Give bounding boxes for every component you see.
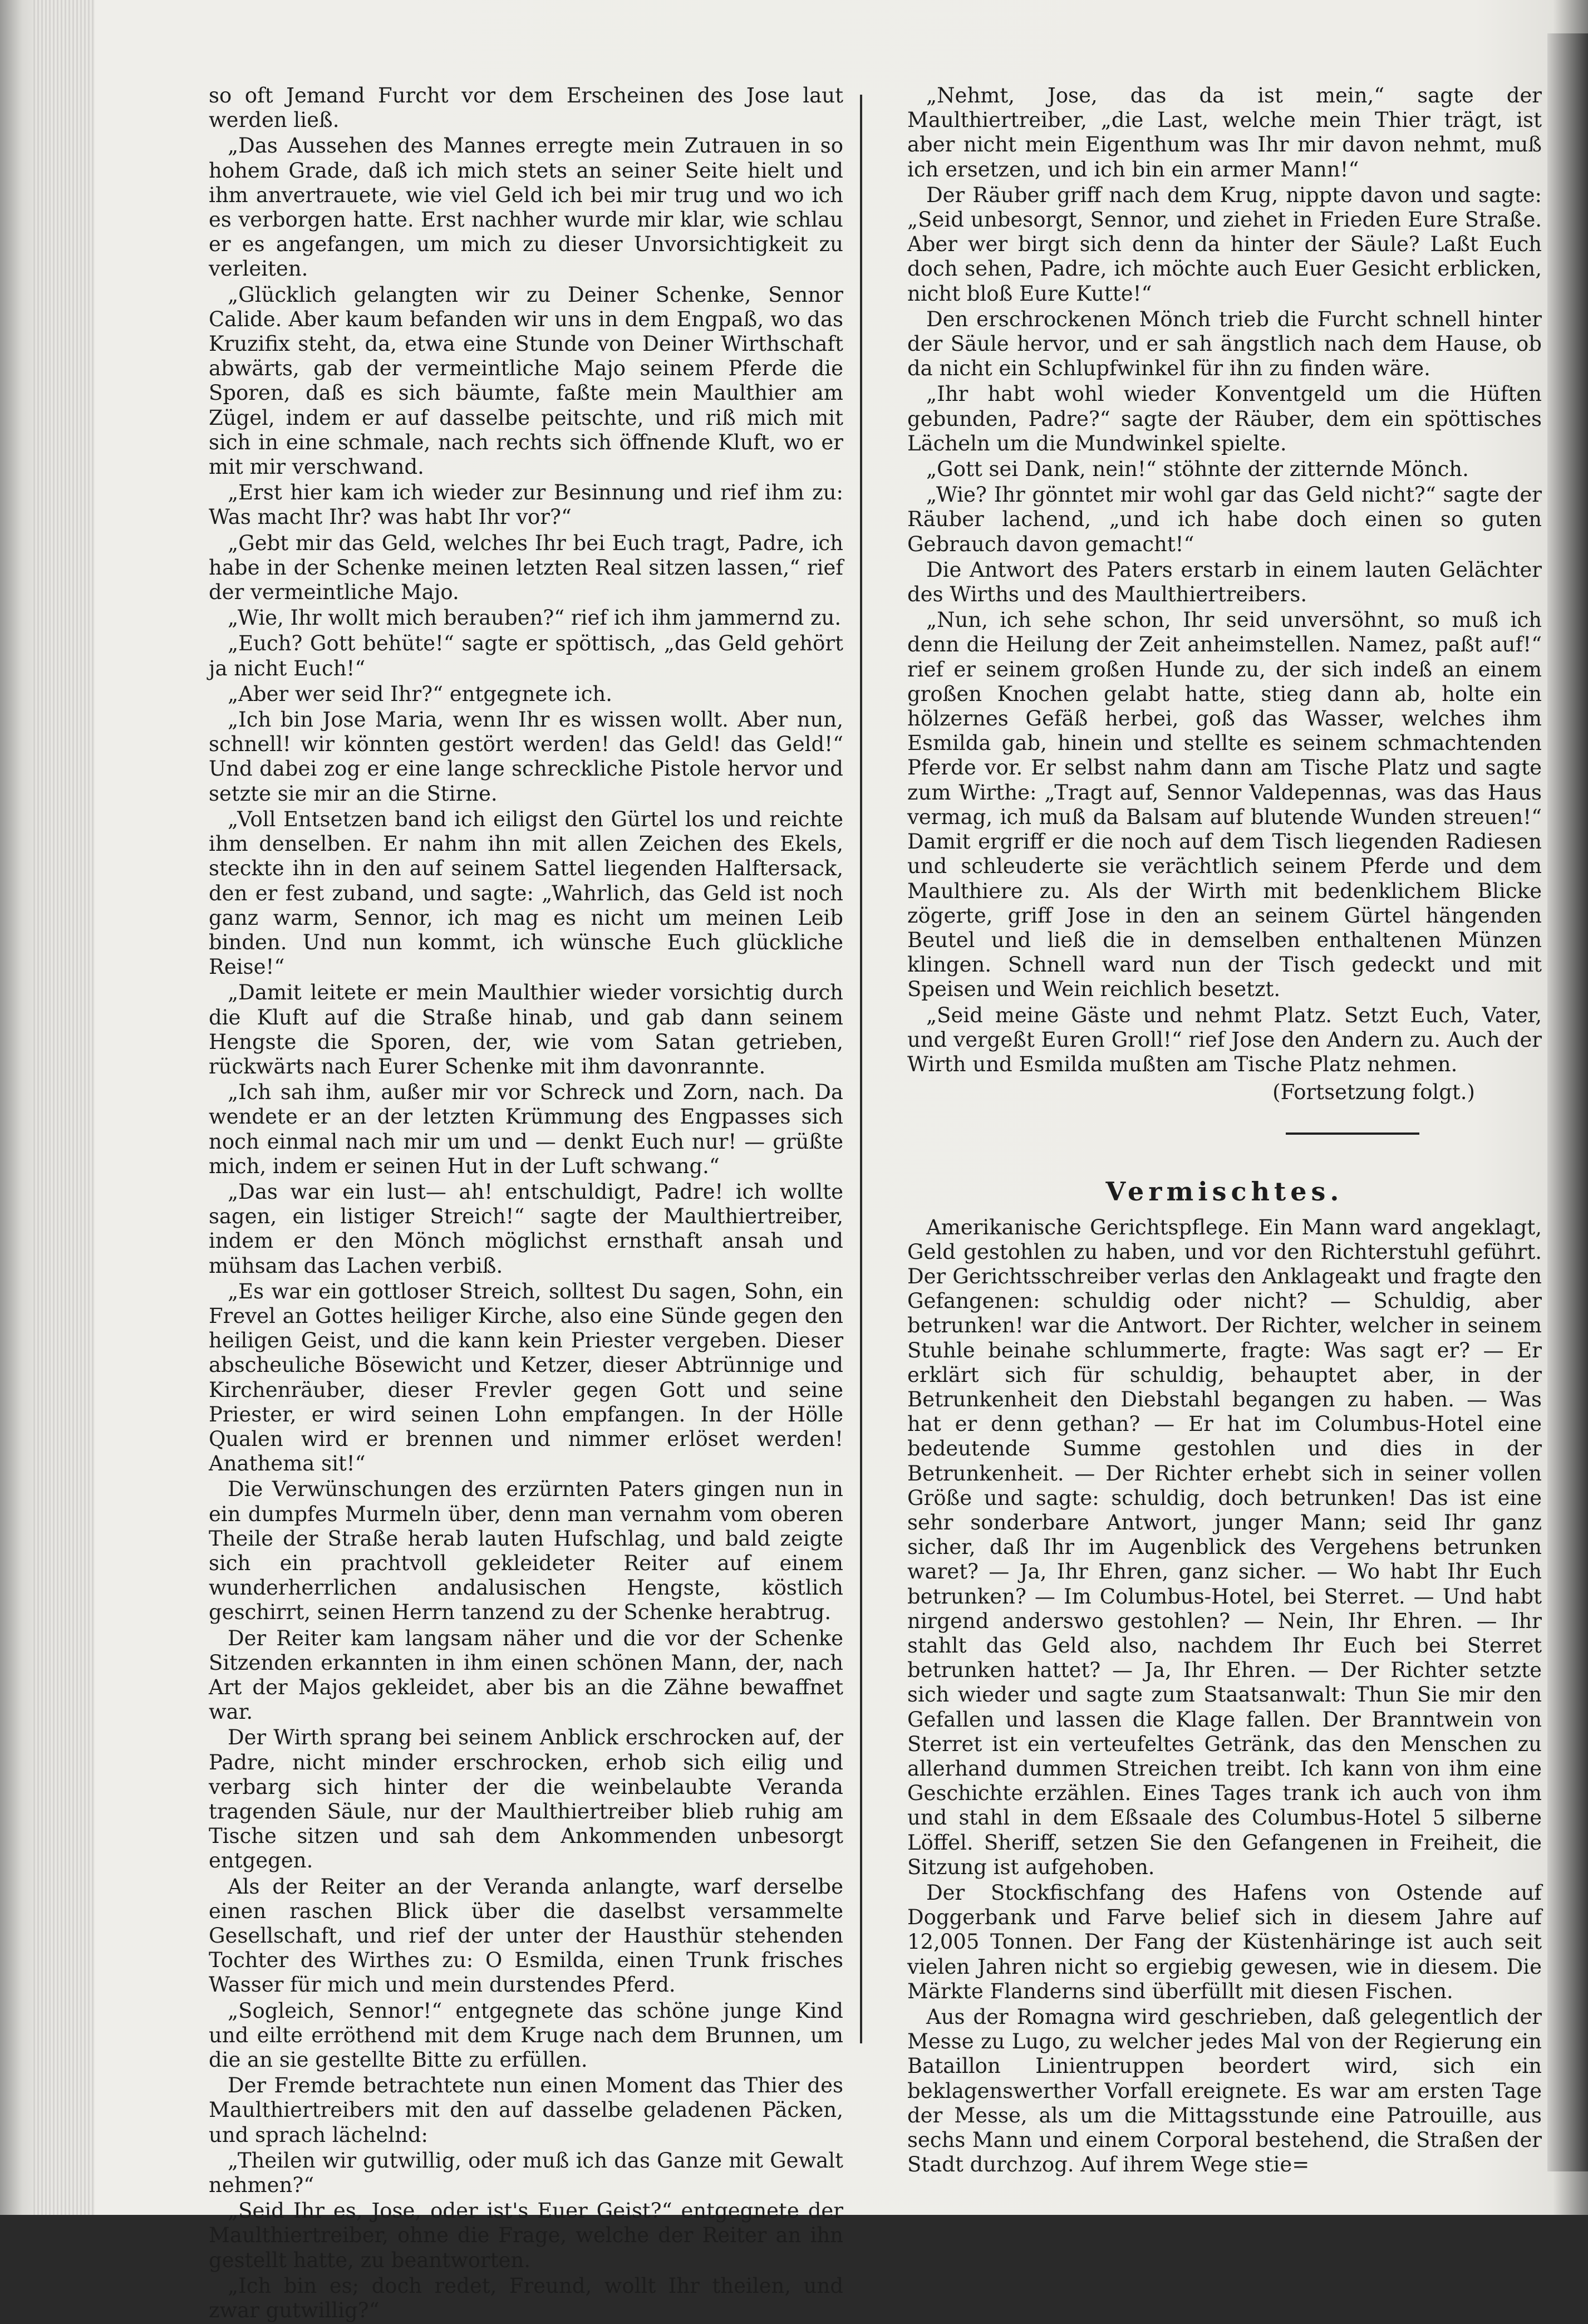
paragraph: „Nun, ich sehe schon, Ihr seid unversöhnt, so muß ich denn die Heilung der Zeit anheimstellen. Namez, paßt auf!“ rief er seinem großen Hunde zu, der sich indeß an einem großen Knochen gelabt hatte, stieg dann ab, holte ein hölzernes Gefäß herbei, goß das Wasser, welches ihm Esmilda gab, hinein und stellte es seinem schmachtenden Pferde vor. Er selbst nahm dann am Tische Platz und sagte zum Wirthe: „Tragt auf, Sennor Valdepennas, was das Haus vermag, ich muß da Balsam auf blutende Wunden streuen!“ Damit ergriff er die noch auf dem Tisch liegenden Radiesen und schleuderte sie verächtlich seinem Pferde und dem Maulthiere zu. Als der Wirth mit bedenklichem Blicke zögerte, griff Jose in den an seinem Gürtel hängenden Beutel und ließ die in demselben enthaltenen Münzen klingen. Schnell ward nun der Tisch gedeckt und mit Speisen und Wein reichlich besetzt. [907, 608, 1542, 1002]
paragraph: Der Wirth sprang bei seinem Anblick erschrocken auf, der Padre, nicht minder erschrocken, erhob sich eilig und verbarg sich hinter der die weinbelaubte Veranda tragenden Säule, nur der Maulthiertreiber blieb ruhig am Tische sitzen und sah dem Ankommenden unbesorgt entgegen. [209, 1725, 843, 1873]
paragraph: Den erschrockenen Mönch trieb die Furcht schnell hinter der Säule hervor, und er sah ängstlich nach dem Hause, ob da nicht ein Schlupfwinkel für ihn zu finden wäre. [907, 307, 1542, 381]
right-page-edge [1547, 33, 1588, 2171]
paragraph: „Glücklich gelangten wir zu Deiner Schenke, Sennor Calide. Aber kaum befanden wir uns in dem Engpaß, wo das Kruzifix steht, da, etwa eine Stunde von Deiner Wirthschaft abwärts, gab der vermeintliche Majo seinem Pferde die Sporen, daß es sich bäumte, faßte mein Maulthier am Zügel, indem er auf dasselbe peitschte, und riß mich mit sich in eine schmale, nach rechts sich öffnende Kluft, wo er mit mir verschwand. [209, 282, 843, 479]
paragraph: „Seid Ihr es, Jose, oder ist's Euer Geist?“ entgegnete der Maulthiertreiber, ohne die Frage, welche der Reiter an ihn gestellt hatte, zu beantworten. [209, 2199, 843, 2272]
paragraph: Die Verwünschungen des erzürnten Paters gingen nun in ein dumpfes Murmeln über, denn man vernahm vom oberen Theile der Straße herab lauten Hufschlag, und bald zeigte sich ein prachtvoll gekleideter Reiter auf einem wunderherrlichen andalusischen Hengste, köstlich geschirrt, seinen Herrn tanzend zu der Schenke herabtrug. [209, 1477, 843, 1625]
paragraph: „Es war ein gottloser Streich, solltest Du sagen, Sohn, ein Frevel an Gottes heiliger Kirche, also eine Sünde gegen den heiligen Geist, und die kann kein Priester vergeben. Dieser abscheuliche Bösewicht und Ketzer, dieser Abtrünnige und Kirchenräuber, dieser Frevler gegen Gott und seine Priester, er wird seinen Lohn empfangen. In der Hölle Qualen wird er brennen und nimmer erlöset werden! Anathema sit!“ [209, 1279, 843, 1476]
paragraph: „Sogleich, Sennor!“ entgegnete das schöne junge Kind und eilte erröthend mit dem Kruge nach dem Brunnen, um die an sie gestellte Bitte zu erfüllen. [209, 1998, 843, 2072]
news-item: Aus der Romagna wird geschrieben, daß gelegentlich der Messe zu Lugo, zu welcher jedes Mal von der Regierung ein Bataillon Linientruppen beordert wird, sich ein beklagenswerther Vorfall ereignete. Es war am ersten Tage der Messe, als um die Mittagsstunde eine Patrouille, aus sechs Mann und einem Corporal bestehend, die Straßen der Stadt durchzog. Auf ihrem Wege stie= [907, 2005, 1542, 2177]
paragraph: „Ihr habt wohl wieder Konventgeld um die Hüften gebunden, Padre?“ sagte der Räuber, dem ein spöttisches Lächeln um die Mundwinkel spielte. [907, 382, 1542, 455]
right-column [907, 84, 1542, 2178]
paragraph: „Ich bin es; doch redet, Freund, wollt Ihr theilen, und zwar gutwillig?“ [209, 2273, 843, 2323]
paragraph: Der Fremde betrachtete nun einen Moment das Thier des Maulthiertreibers mit den auf dasselbe geladenen Päcken, und sprach lächelnd: [209, 2073, 843, 2147]
paragraph: „Aber wer seid Ihr?“ entgegnete ich. [228, 681, 613, 706]
paragraph: Als der Reiter an der Veranda anlangte, warf derselbe einen raschen Blick über die daselbst versammelte Gesellschaft, und rief der unter der Hausthür stehenden Tochter des Wirthes zu: O Esmilda, einen Trunk frisches Wasser für mich und mein durstendes Pferd. [209, 1874, 843, 1997]
news-item: Der Stockfischfang des Hafens von Ostende auf Doggerbank und Farve belief sich in diesem Jahre auf 12,005 Tonnen. Der Fang der Küstenhäringe ist auch seit vielen Jahren nicht so ergiebig gewesen, wie in diesem. Die Märkte Flanderns sind überfüllt mit diesen Fischen. [907, 1881, 1542, 2003]
paragraph: „Euch? Gott behüte!“ sagte er spöttisch, „das Geld gehört ja nicht Euch!“ [209, 631, 843, 680]
paragraph: „Seid meine Gäste und nehmt Platz. Setzt Euch, Vater, und vergeßt Euren Groll!“ rief Jose den Andern zu. Auch der Wirth und Esmilda mußten am Tische Platz nehmen. [907, 1003, 1542, 1076]
paragraph: Die Antwort des Paters erstarb in einem lauten Gelächter des Wirths und des Maulthiertreibers. [907, 557, 1542, 607]
paragraph: Der Reiter kam langsam näher und die vor der Schenke Sitzenden erkannten in ihm einen schönen Mann, der, nach Art der Majos gekleidet, aber bis an die Zähne bewaffnet war. [209, 1626, 843, 1724]
paragraph: „Wie? Ihr gönntet mir wohl gar das Geld nicht?“ sagte der Räuber lachend, „und ich habe doch einen so guten Gebrauch davon gemacht!“ [907, 483, 1542, 556]
paragraph: „Wie, Ihr wollt mich berauben?“ rief ich ihm jammernd zu. [228, 606, 842, 630]
page-stack-edge [33, 0, 95, 2215]
continuation-note: (Fortsetzung folgt.) [1272, 1080, 1475, 1105]
paragraph: „Theilen wir gutwillig, oder muß ich das Ganze mit Gewalt nehmen?“ [209, 2148, 843, 2198]
paragraph: „Ich bin Jose Maria, wenn Ihr es wissen wollt. Aber nun, schnell! wir könnten gestört werden! das Geld! das Geld!“ Und dabei zog er eine lange schreckliche Pistole hervor und setzte sie mir an die Stirne. [209, 708, 843, 806]
section-heading: Vermischtes. [1105, 1176, 1344, 1207]
paragraph: „Ich sah ihm, außer mir vor Schreck und Zorn, nach. Da wendete er an der letzten Krümmung des Engpasses sich noch einmal nach mir um und — denkt Euch nur! — grüßte mich, indem er seinen Hut in der Luft schwang.“ [209, 1080, 843, 1178]
paragraph: „Gott sei Dank, nein!“ stöhnte der zitternde Mönch. [926, 457, 1469, 482]
paragraph: so oft Jemand Furcht vor dem Erscheinen des Jose laut werden ließ. [209, 84, 843, 133]
column-rule [860, 95, 862, 2043]
paragraph: „Erst hier kam ich wieder zur Besinnung und rief ihm zu: Was macht Ihr? was habt Ihr vor?“ [209, 481, 843, 529]
news-item: Amerikanische Gerichtspflege. Ein Mann ward angeklagt, Geld gestohlen zu haben, und vor den Richterstuhl geführt. Der Gerichtsschreiber verlas den Anklageakt und fragte den Gefangenen: schuldig oder nicht? — Schuldig, aber betrunken! war die Antwort. Der Richter, welcher in seinem Stuhle beinahe schlummerte, fragte: Was sagt er? — Er erklärt sich für schuldig, behauptet aber, in der Betrunkenheit den Diebstahl begangen zu haben. — Was hat er denn gethan? — Er hat im Columbus-Hotel eine bedeutende Summe gestohlen und dies in der Betrunkenheit. — Der Richter erhebt sich in seiner vollen Größe und sagte: schuldig, doch betrunken! Das ist eine sehr sonderbare Antwort, junger Mann; seid Ihr ganz sicher, daß Ihr im Augenblick des Vergehens betrunken waret? — Ja, Ihr Ehren, ganz sicher. — Wo habt Ihr Euch betrunken? — Im Columbus-Hotel, bei Sterret. — Und habt nirgend anderswo gestohlen? — Nein, Ihr Ehren. — Ihr stahlt das Geld also, nachdem Ihr Euch bei Sterret betrunken hattet? — Ja, Ihr Ehren. — Der Richter setzte sich wieder und sagte zum Staatsanwalt: Thun Sie mir den Gefallen und lassen die Klage fallen. Der Branntwein von Sterret ist ein verteufeltes Getränk, das den Menschen zu allerhand dummen Streichen treibt. Ich kann von ihm eine Geschichte erzählen. Eines Tages trank ich auch von ihm und stahl in dem Eßsaale des Columbus-Hotel 5 silberne Löffel. Sheriff, setzen Sie den Gefangenen in Freiheit, die Sitzung ist aufgehoben. [907, 1215, 1542, 1879]
paragraph: „Damit leitete er mein Maulthier wieder vorsichtig durch die Kluft auf die Straße hinab, und gab dann seinem Hengste die Sporen, der, wie vom Satan getrieben, rückwärts nach Eurer Schenke mit ihm davonrannte. [209, 980, 843, 1078]
section-separator [1286, 1132, 1419, 1135]
left-column [209, 84, 843, 2324]
paragraph: Der Räuber griff nach dem Krug, nippte davon und sagte: „Seid unbesorgt, Sennor, und ziehet in Frieden Eure Straße. Aber wer birgt sich denn da hinter der Säule? Laßt Euch doch sehen, Padre, ich möchte auch Euer Gesicht erblicken, nicht bloß Eure Kutte!“ [907, 183, 1542, 306]
paragraph: „Voll Entsetzen band ich eiligst den Gürtel los und reichte ihm denselben. Er nahm ihn mit allen Zeichen des Ekels, steckte ihn in den auf seinem Sattel liegenden Halftersack, den er fest zuband, und sagte: „Wahrlich, das Geld ist noch ganz warm, Sennor, ich mag es nicht um meinen Leib binden. Und nun kommt, ich wünsche Euch glückliche Reise!“ [209, 807, 843, 979]
paragraph: „Gebt mir das Geld, welches Ihr bei Euch tragt, Padre, ich habe in der Schenke meinen letzten Real sitzen lassen,“ rief der vermeintliche Majo. [209, 531, 843, 605]
paragraph: „Das war ein lust— ah! entschuldigt, Padre! ich wollte sagen, ein listiger Streich!“ sagte der Maulthiertreiber, indem er den Mönch möglichst ernsthaft ansah und mühsam das Lachen verbiß. [209, 1179, 843, 1278]
paragraph: „Nehmt, Jose, das da ist mein,“ sagte der Maulthiertreiber, „die Last, welche mein Thier trägt, ist aber nicht mein Eigenthum was Ihr mir davon nehmt, muß ich ersetzen, und ich bin ein armer Mann!“ [907, 84, 1542, 182]
paragraph: „Das Aussehen des Mannes erregte mein Zutrauen in so hohem Grade, daß ich mich stets an seiner Seite hielt und ihm anvertrauete, wie viel Geld ich bei mir trug und wo ich es verborgen hatte. Erst nachher wurde mir klar, wie schlau er es angefangen, um mich zu dieser Unvorsichtigkeit zu verleiten. [209, 134, 843, 281]
